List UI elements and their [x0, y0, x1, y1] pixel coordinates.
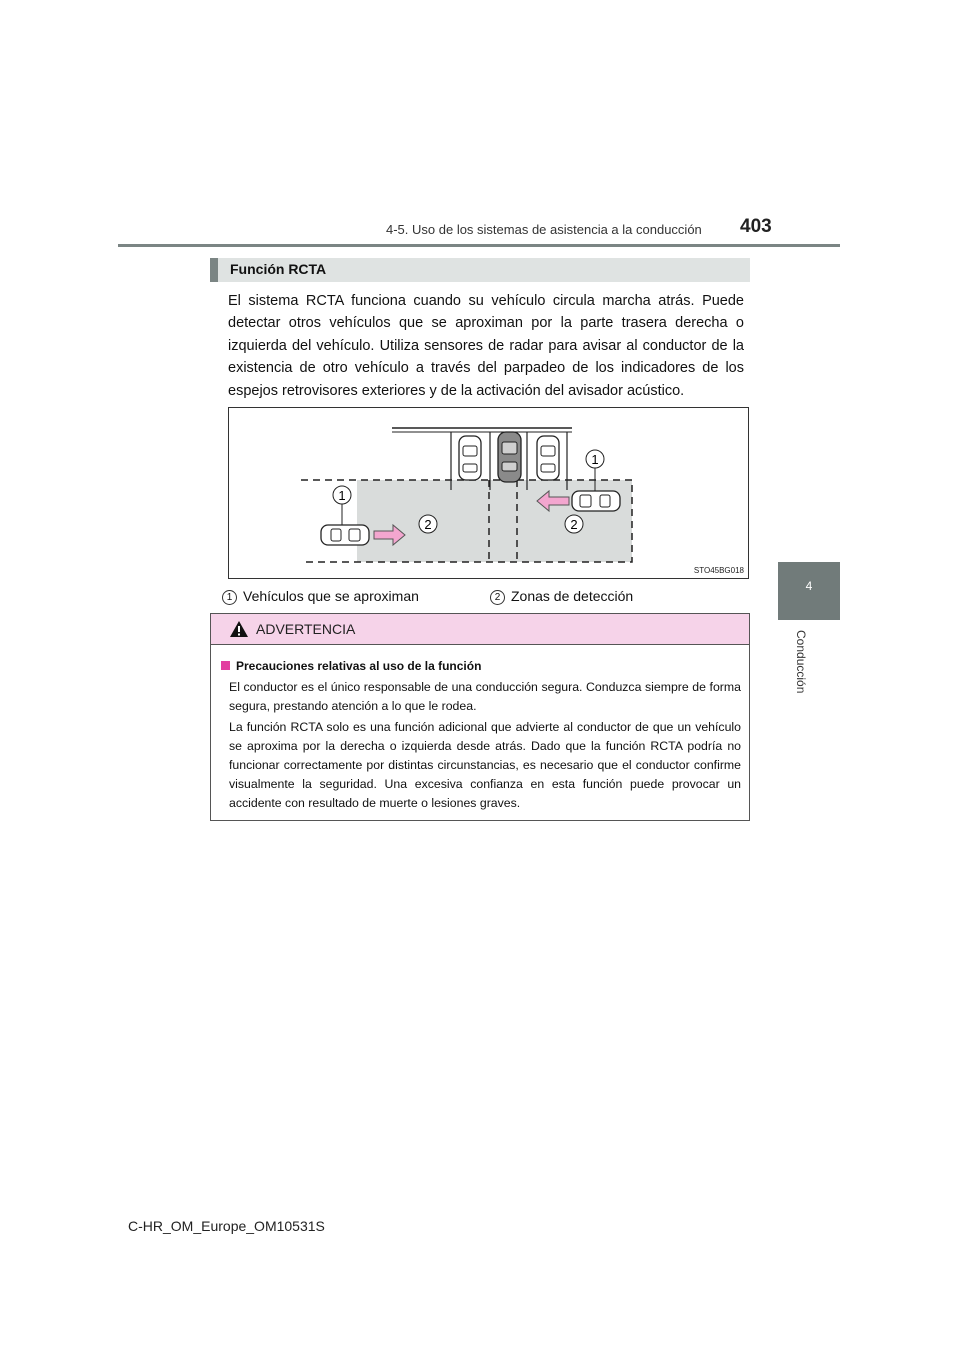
parking-diagram [229, 408, 750, 580]
chapter-tab: 4 [778, 562, 840, 620]
section-title: Función RCTA [230, 261, 327, 277]
callout-2-right: 2 [570, 517, 578, 532]
callout-2-left: 2 [424, 517, 432, 532]
caption-approaching-vehicles [222, 588, 419, 605]
caption-number: 1 [222, 590, 237, 605]
section-heading [210, 258, 750, 282]
figure-code: STO45BG018 [693, 566, 744, 575]
warning-box [210, 613, 750, 821]
section-heading-accent [210, 258, 218, 282]
parked-car-left [459, 436, 481, 480]
caption-text: Zonas de detección [511, 588, 634, 604]
chapter-title: 4-5. Uso de los sistemas de asistencia a la conducción [386, 222, 702, 237]
warning-triangle-icon [229, 620, 249, 638]
section-paragraph: El sistema RCTA funciona cuando su vehículo circula marcha atrás. Puede detectar otros vehículos que se aproximan por la parte trasera derecha o izquierda del vehículo. Utiliza sensores de radar para avisar al conductor de la existencia de otro vehículo a través del parpadeo de los indicadores de los espejos retrovisores exteriores y de la activación del avisador acústico. [228, 293, 744, 399]
warning-header [211, 614, 749, 645]
approaching-vehicle-left [321, 525, 369, 545]
warning-paragraph-1: El conductor es el único responsable de una conducción segura. Conduzca siempre de forma segura, prestando atención a lo que le rodea. [229, 680, 741, 713]
approaching-vehicle-right [572, 491, 620, 511]
caption-number: 2 [490, 590, 505, 605]
page-number: 403 [740, 216, 772, 237]
caption-detection-zones [490, 588, 633, 605]
rcta-illustration [228, 407, 749, 579]
warning-title: ADVERTENCIA [256, 621, 356, 637]
parked-car-right [537, 436, 559, 480]
callout-1-right: 1 [591, 452, 599, 467]
document-id: C-HR_OM_Europe_OM10531S [128, 1218, 325, 1234]
own-vehicle [498, 432, 521, 482]
warning-subheading [221, 659, 481, 673]
caption-text: Vehículos que se aproximan [243, 588, 419, 604]
header-divider [118, 244, 840, 247]
callout-1-left: 1 [338, 488, 346, 503]
chapter-tab-label: Conducción [794, 630, 808, 694]
bullet-square-icon [221, 661, 230, 670]
warning-paragraph-2: La función RCTA solo es una función adicional que advierte al conductor de que un vehículo se aproxima por la derecha o izquierda desde atrás. Dado que la función RCTA podría no funcionar correctamente por distintas circunstancias, es necesario que el conductor confirme visualmente la seguridad. Una excesiva confianza en esta función puede provocar un accidente con resultado de muerte o lesiones graves. [229, 720, 741, 810]
warning-subheading-text: Precauciones relativas al uso de la función [236, 659, 482, 673]
